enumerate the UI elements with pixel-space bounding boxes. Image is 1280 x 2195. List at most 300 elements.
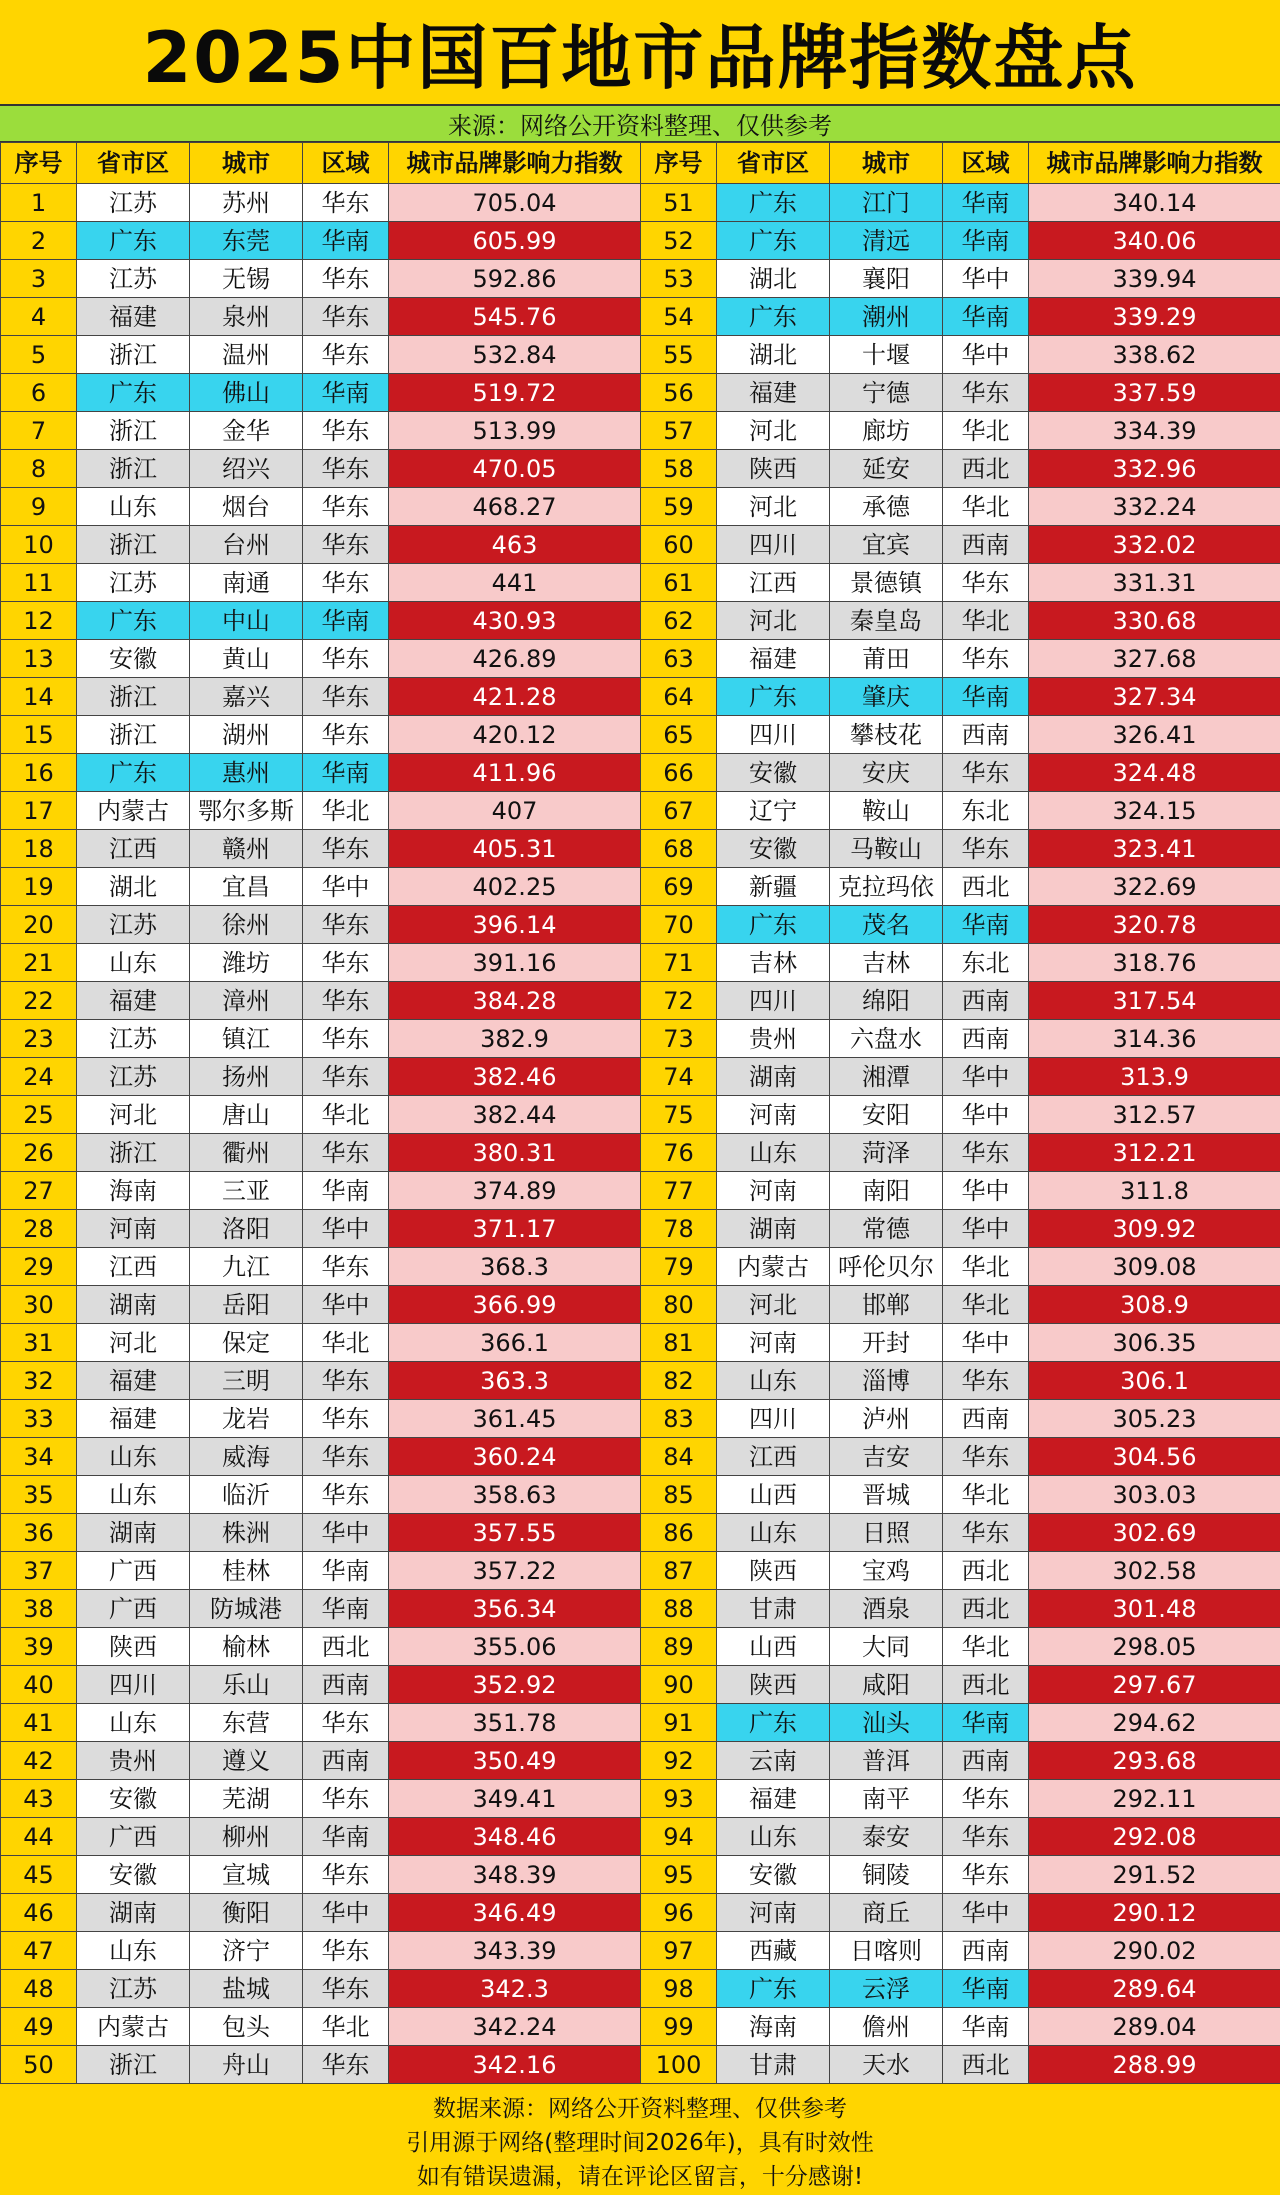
index-value-cell: 318.76 — [1029, 944, 1280, 982]
rank-cell: 65 — [641, 716, 717, 754]
city-cell: 南平 — [830, 1780, 943, 1818]
region-cell: 西南 — [943, 1932, 1029, 1970]
table-row — [1, 2008, 1280, 2046]
city-cell: 酒泉 — [830, 1590, 943, 1628]
rank-cell: 67 — [641, 792, 717, 830]
province-cell: 河南 — [77, 1210, 190, 1248]
province-cell: 河北 — [717, 602, 830, 640]
header-region: 区域 — [303, 143, 389, 184]
region-cell: 华北 — [303, 1324, 389, 1362]
rank-cell: 47 — [1, 1932, 77, 1970]
rank-cell: 83 — [641, 1400, 717, 1438]
province-cell: 福建 — [77, 1362, 190, 1400]
rank-cell: 89 — [641, 1628, 717, 1666]
rank-cell: 40 — [1, 1666, 77, 1704]
rank-cell: 57 — [641, 412, 717, 450]
region-cell: 华南 — [943, 2008, 1029, 2046]
province-cell: 辽宁 — [717, 792, 830, 830]
index-value-cell: 463 — [389, 526, 641, 564]
header-city: 城市 — [190, 143, 303, 184]
rank-cell: 32 — [1, 1362, 77, 1400]
province-cell: 河南 — [717, 1894, 830, 1932]
table-body — [1, 184, 1280, 2084]
rank-cell: 11 — [1, 564, 77, 602]
city-cell: 宁德 — [830, 374, 943, 412]
index-value-cell: 380.31 — [389, 1134, 641, 1172]
region-cell: 华东 — [303, 906, 389, 944]
city-cell: 安庆 — [830, 754, 943, 792]
city-cell: 镇江 — [190, 1020, 303, 1058]
city-cell: 肇庆 — [830, 678, 943, 716]
province-cell: 陕西 — [717, 1552, 830, 1590]
index-value-cell: 337.59 — [1029, 374, 1280, 412]
city-cell: 茂名 — [830, 906, 943, 944]
region-cell: 华东 — [303, 1020, 389, 1058]
index-value-cell: 363.3 — [389, 1362, 641, 1400]
index-value-cell: 306.35 — [1029, 1324, 1280, 1362]
index-value-cell: 306.1 — [1029, 1362, 1280, 1400]
region-cell: 华东 — [303, 526, 389, 564]
table-row — [1, 1742, 1280, 1780]
rank-cell: 42 — [1, 1742, 77, 1780]
province-cell: 海南 — [717, 2008, 830, 2046]
city-cell: 安阳 — [830, 1096, 943, 1134]
rank-cell: 21 — [1, 944, 77, 982]
province-cell: 江苏 — [77, 184, 190, 222]
region-cell: 华东 — [943, 1514, 1029, 1552]
footer-line: 如有错误遗漏，请在评论区留言，十分感谢! — [416, 2163, 864, 2190]
table-row — [1, 298, 1280, 336]
region-cell: 华北 — [943, 488, 1029, 526]
rank-cell: 16 — [1, 754, 77, 792]
index-value-cell: 374.89 — [389, 1172, 641, 1210]
province-cell: 河北 — [717, 412, 830, 450]
city-cell: 扬州 — [190, 1058, 303, 1096]
region-cell: 华北 — [943, 1628, 1029, 1666]
table-row — [1, 1210, 1280, 1248]
region-cell: 华东 — [943, 1780, 1029, 1818]
index-value-cell: 297.67 — [1029, 1666, 1280, 1704]
region-cell: 华南 — [943, 906, 1029, 944]
region-cell: 华东 — [303, 944, 389, 982]
city-cell: 吉安 — [830, 1438, 943, 1476]
index-value-cell: 292.08 — [1029, 1818, 1280, 1856]
index-value-cell: 324.15 — [1029, 792, 1280, 830]
province-cell: 广西 — [77, 1590, 190, 1628]
region-cell: 西北 — [303, 1628, 389, 1666]
city-cell: 大同 — [830, 1628, 943, 1666]
table-row — [1, 1286, 1280, 1324]
header-rank: 序号 — [1, 143, 77, 184]
region-cell: 华南 — [943, 1970, 1029, 2008]
rank-cell: 68 — [641, 830, 717, 868]
province-cell: 内蒙古 — [717, 1248, 830, 1286]
source-banner: 来源：网络公开资料整理、仅供参考 — [0, 104, 1280, 142]
table-row — [1, 602, 1280, 640]
city-cell: 莆田 — [830, 640, 943, 678]
footer-line: 数据来源：网络公开资料整理、仅供参考 — [433, 2095, 847, 2122]
province-cell: 广东 — [77, 602, 190, 640]
city-cell: 台州 — [190, 526, 303, 564]
province-cell: 山东 — [77, 1932, 190, 1970]
index-value-cell: 324.48 — [1029, 754, 1280, 792]
region-cell: 华北 — [943, 1476, 1029, 1514]
rank-cell: 26 — [1, 1134, 77, 1172]
province-cell: 贵州 — [77, 1742, 190, 1780]
city-cell: 临沂 — [190, 1476, 303, 1514]
region-cell: 华南 — [943, 1704, 1029, 1742]
index-value-cell: 330.68 — [1029, 602, 1280, 640]
city-cell: 漳州 — [190, 982, 303, 1020]
city-cell: 攀枝花 — [830, 716, 943, 754]
table-row — [1, 1666, 1280, 1704]
region-cell: 华东 — [303, 260, 389, 298]
index-value-cell: 351.78 — [389, 1704, 641, 1742]
region-cell: 华东 — [303, 830, 389, 868]
region-cell: 华东 — [943, 830, 1029, 868]
index-value-cell: 339.29 — [1029, 298, 1280, 336]
province-cell: 河北 — [717, 488, 830, 526]
table-row — [1, 792, 1280, 830]
province-cell: 湖南 — [77, 1894, 190, 1932]
rank-cell: 51 — [641, 184, 717, 222]
table-row — [1, 564, 1280, 602]
index-value-cell: 288.99 — [1029, 2046, 1280, 2084]
index-value-cell: 343.39 — [389, 1932, 641, 1970]
city-cell: 邯郸 — [830, 1286, 943, 1324]
header-region: 区域 — [943, 143, 1029, 184]
index-value-cell: 327.34 — [1029, 678, 1280, 716]
province-cell: 福建 — [717, 640, 830, 678]
city-cell: 苏州 — [190, 184, 303, 222]
rank-cell: 70 — [641, 906, 717, 944]
table-row — [1, 1818, 1280, 1856]
region-cell: 华中 — [943, 336, 1029, 374]
city-cell: 桂林 — [190, 1552, 303, 1590]
header-province: 省市区 — [717, 143, 830, 184]
region-cell: 华东 — [303, 298, 389, 336]
province-cell: 广西 — [77, 1818, 190, 1856]
rank-cell: 27 — [1, 1172, 77, 1210]
city-cell: 商丘 — [830, 1894, 943, 1932]
index-value-cell: 407 — [389, 792, 641, 830]
table-row — [1, 1134, 1280, 1172]
index-value-cell: 308.9 — [1029, 1286, 1280, 1324]
rank-cell: 88 — [641, 1590, 717, 1628]
city-cell: 芜湖 — [190, 1780, 303, 1818]
province-cell: 福建 — [77, 982, 190, 1020]
city-cell: 天水 — [830, 2046, 943, 2084]
rank-cell: 5 — [1, 336, 77, 374]
region-cell: 华南 — [303, 1552, 389, 1590]
rank-cell: 75 — [641, 1096, 717, 1134]
header-city: 城市 — [830, 143, 943, 184]
province-cell: 甘肃 — [717, 2046, 830, 2084]
region-cell: 华中 — [943, 1096, 1029, 1134]
index-value-cell: 314.36 — [1029, 1020, 1280, 1058]
city-cell: 嘉兴 — [190, 678, 303, 716]
city-cell: 遵义 — [190, 1742, 303, 1780]
province-cell: 江苏 — [77, 260, 190, 298]
region-cell: 华南 — [303, 602, 389, 640]
province-cell: 河北 — [77, 1324, 190, 1362]
city-cell: 南阳 — [830, 1172, 943, 1210]
city-cell: 保定 — [190, 1324, 303, 1362]
city-cell: 赣州 — [190, 830, 303, 868]
city-cell: 舟山 — [190, 2046, 303, 2084]
region-cell: 华南 — [303, 1590, 389, 1628]
region-cell: 华东 — [303, 336, 389, 374]
province-cell: 四川 — [717, 716, 830, 754]
table-row — [1, 1324, 1280, 1362]
table-row — [1, 1932, 1280, 1970]
index-value-cell: 430.93 — [389, 602, 641, 640]
header-province: 省市区 — [77, 143, 190, 184]
city-cell: 岳阳 — [190, 1286, 303, 1324]
province-cell: 江西 — [77, 1248, 190, 1286]
region-cell: 华东 — [303, 982, 389, 1020]
city-cell: 泰安 — [830, 1818, 943, 1856]
footer-line: 引用源于网络(整理时间2026年)，具有时效性 — [406, 2129, 874, 2156]
province-cell: 西藏 — [717, 1932, 830, 1970]
index-value-cell: 355.06 — [389, 1628, 641, 1666]
province-cell: 山东 — [717, 1362, 830, 1400]
index-value-cell: 302.58 — [1029, 1552, 1280, 1590]
rank-cell: 81 — [641, 1324, 717, 1362]
province-cell: 山东 — [77, 488, 190, 526]
rank-cell: 87 — [641, 1552, 717, 1590]
city-cell: 日喀则 — [830, 1932, 943, 1970]
region-cell: 华东 — [303, 488, 389, 526]
region-cell: 西北 — [943, 868, 1029, 906]
city-cell: 开封 — [830, 1324, 943, 1362]
index-value-cell: 366.99 — [389, 1286, 641, 1324]
province-cell: 山东 — [717, 1134, 830, 1172]
city-cell: 无锡 — [190, 260, 303, 298]
rank-cell: 15 — [1, 716, 77, 754]
province-cell: 山西 — [717, 1476, 830, 1514]
index-value-cell: 290.02 — [1029, 1932, 1280, 1970]
city-cell: 佛山 — [190, 374, 303, 412]
table-row — [1, 1970, 1280, 2008]
table-row — [1, 868, 1280, 906]
region-cell: 华东 — [303, 1400, 389, 1438]
table-row — [1, 754, 1280, 792]
province-cell: 四川 — [77, 1666, 190, 1704]
index-value-cell: 291.52 — [1029, 1856, 1280, 1894]
index-value-cell: 322.69 — [1029, 868, 1280, 906]
province-cell: 福建 — [77, 298, 190, 336]
region-cell: 华南 — [303, 374, 389, 412]
region-cell: 华北 — [303, 1096, 389, 1134]
rank-cell: 13 — [1, 640, 77, 678]
rank-cell: 7 — [1, 412, 77, 450]
index-value-cell: 334.39 — [1029, 412, 1280, 450]
index-value-cell: 289.04 — [1029, 2008, 1280, 2046]
region-cell: 西南 — [303, 1666, 389, 1704]
index-value-cell: 592.86 — [389, 260, 641, 298]
rank-cell: 39 — [1, 1628, 77, 1666]
index-value-cell: 294.62 — [1029, 1704, 1280, 1742]
region-cell: 西北 — [943, 1666, 1029, 1704]
city-cell: 金华 — [190, 412, 303, 450]
region-cell: 华东 — [303, 1476, 389, 1514]
rank-cell: 8 — [1, 450, 77, 488]
index-value-cell: 338.62 — [1029, 336, 1280, 374]
region-cell: 华北 — [943, 1286, 1029, 1324]
index-value-cell: 350.49 — [389, 1742, 641, 1780]
region-cell: 华东 — [943, 754, 1029, 792]
province-cell: 广东 — [77, 374, 190, 412]
index-value-cell: 470.05 — [389, 450, 641, 488]
rank-cell: 2 — [1, 222, 77, 260]
rank-cell: 43 — [1, 1780, 77, 1818]
region-cell: 西北 — [943, 2046, 1029, 2084]
table-row — [1, 678, 1280, 716]
province-cell: 广东 — [77, 754, 190, 792]
header-index: 城市品牌影响力指数 — [389, 143, 641, 184]
rank-cell: 97 — [641, 1932, 717, 1970]
rank-cell: 56 — [641, 374, 717, 412]
index-value-cell: 402.25 — [389, 868, 641, 906]
table-row — [1, 640, 1280, 678]
province-cell: 河南 — [717, 1096, 830, 1134]
rank-cell: 61 — [641, 564, 717, 602]
province-cell: 山东 — [77, 944, 190, 982]
rank-cell: 48 — [1, 1970, 77, 2008]
province-cell: 江苏 — [77, 1970, 190, 2008]
province-cell: 山东 — [77, 1476, 190, 1514]
city-cell: 株洲 — [190, 1514, 303, 1552]
index-value-cell: 298.05 — [1029, 1628, 1280, 1666]
rank-cell: 74 — [641, 1058, 717, 1096]
rank-cell: 55 — [641, 336, 717, 374]
province-cell: 江西 — [717, 564, 830, 602]
index-value-cell: 348.46 — [389, 1818, 641, 1856]
region-cell: 华东 — [303, 412, 389, 450]
city-cell: 晋城 — [830, 1476, 943, 1514]
footer-notes — [0, 2090, 1280, 2195]
ranking-table — [0, 142, 1280, 2084]
rank-cell: 29 — [1, 1248, 77, 1286]
rank-cell: 62 — [641, 602, 717, 640]
province-cell: 甘肃 — [717, 1590, 830, 1628]
rank-cell: 34 — [1, 1438, 77, 1476]
region-cell: 西南 — [943, 1742, 1029, 1780]
rank-cell: 66 — [641, 754, 717, 792]
region-cell: 华东 — [303, 1704, 389, 1742]
region-cell: 华南 — [943, 184, 1029, 222]
table-row — [1, 906, 1280, 944]
index-value-cell: 342.3 — [389, 1970, 641, 2008]
province-cell: 内蒙古 — [77, 792, 190, 830]
city-cell: 绍兴 — [190, 450, 303, 488]
region-cell: 华东 — [303, 564, 389, 602]
index-value-cell: 361.45 — [389, 1400, 641, 1438]
city-cell: 潍坊 — [190, 944, 303, 982]
region-cell: 华中 — [943, 1894, 1029, 1932]
province-cell: 安徽 — [77, 640, 190, 678]
region-cell: 华南 — [303, 1818, 389, 1856]
province-cell: 浙江 — [77, 678, 190, 716]
index-value-cell: 302.69 — [1029, 1514, 1280, 1552]
region-cell: 华南 — [303, 222, 389, 260]
region-cell: 华东 — [303, 184, 389, 222]
city-cell: 盐城 — [190, 1970, 303, 2008]
region-cell: 华中 — [303, 1286, 389, 1324]
province-cell: 浙江 — [77, 450, 190, 488]
rank-cell: 20 — [1, 906, 77, 944]
index-value-cell: 348.39 — [389, 1856, 641, 1894]
province-cell: 河南 — [717, 1172, 830, 1210]
index-value-cell: 545.76 — [389, 298, 641, 336]
province-cell: 江西 — [717, 1438, 830, 1476]
index-value-cell: 405.31 — [389, 830, 641, 868]
city-cell: 菏泽 — [830, 1134, 943, 1172]
city-cell: 徐州 — [190, 906, 303, 944]
province-cell: 广西 — [77, 1552, 190, 1590]
rank-cell: 14 — [1, 678, 77, 716]
rank-cell: 54 — [641, 298, 717, 336]
rank-cell: 95 — [641, 1856, 717, 1894]
table-row — [1, 1856, 1280, 1894]
region-cell: 华东 — [943, 1818, 1029, 1856]
table-row — [1, 488, 1280, 526]
city-cell: 济宁 — [190, 1932, 303, 1970]
province-cell: 湖南 — [717, 1210, 830, 1248]
region-cell: 华中 — [303, 1514, 389, 1552]
rank-cell: 84 — [641, 1438, 717, 1476]
rank-cell: 28 — [1, 1210, 77, 1248]
city-cell: 湘潭 — [830, 1058, 943, 1096]
province-cell: 湖南 — [77, 1514, 190, 1552]
rank-cell: 60 — [641, 526, 717, 564]
province-cell: 四川 — [717, 1400, 830, 1438]
province-cell: 江苏 — [77, 564, 190, 602]
province-cell: 江苏 — [77, 1020, 190, 1058]
region-cell: 华东 — [303, 640, 389, 678]
region-cell: 华东 — [943, 640, 1029, 678]
city-cell: 承德 — [830, 488, 943, 526]
province-cell: 广东 — [77, 222, 190, 260]
index-value-cell: 426.89 — [389, 640, 641, 678]
city-cell: 宜宾 — [830, 526, 943, 564]
table-row — [1, 1362, 1280, 1400]
city-cell: 洛阳 — [190, 1210, 303, 1248]
region-cell: 西南 — [943, 716, 1029, 754]
rank-cell: 22 — [1, 982, 77, 1020]
province-cell: 广东 — [717, 678, 830, 716]
index-value-cell: 396.14 — [389, 906, 641, 944]
region-cell: 华东 — [303, 1248, 389, 1286]
region-cell: 华中 — [303, 1894, 389, 1932]
province-cell: 福建 — [717, 374, 830, 412]
region-cell: 华东 — [303, 716, 389, 754]
table-row — [1, 2046, 1280, 2084]
index-value-cell: 293.68 — [1029, 1742, 1280, 1780]
region-cell: 华南 — [943, 298, 1029, 336]
province-cell: 山东 — [717, 1514, 830, 1552]
rank-cell: 59 — [641, 488, 717, 526]
region-cell: 华东 — [303, 1134, 389, 1172]
table-row — [1, 526, 1280, 564]
table-row — [1, 1172, 1280, 1210]
index-value-cell: 382.9 — [389, 1020, 641, 1058]
region-cell: 华东 — [943, 1362, 1029, 1400]
region-cell: 华南 — [303, 1172, 389, 1210]
city-cell: 南通 — [190, 564, 303, 602]
page-title: 2025中国百地市品牌指数盘点 — [0, 0, 1280, 104]
